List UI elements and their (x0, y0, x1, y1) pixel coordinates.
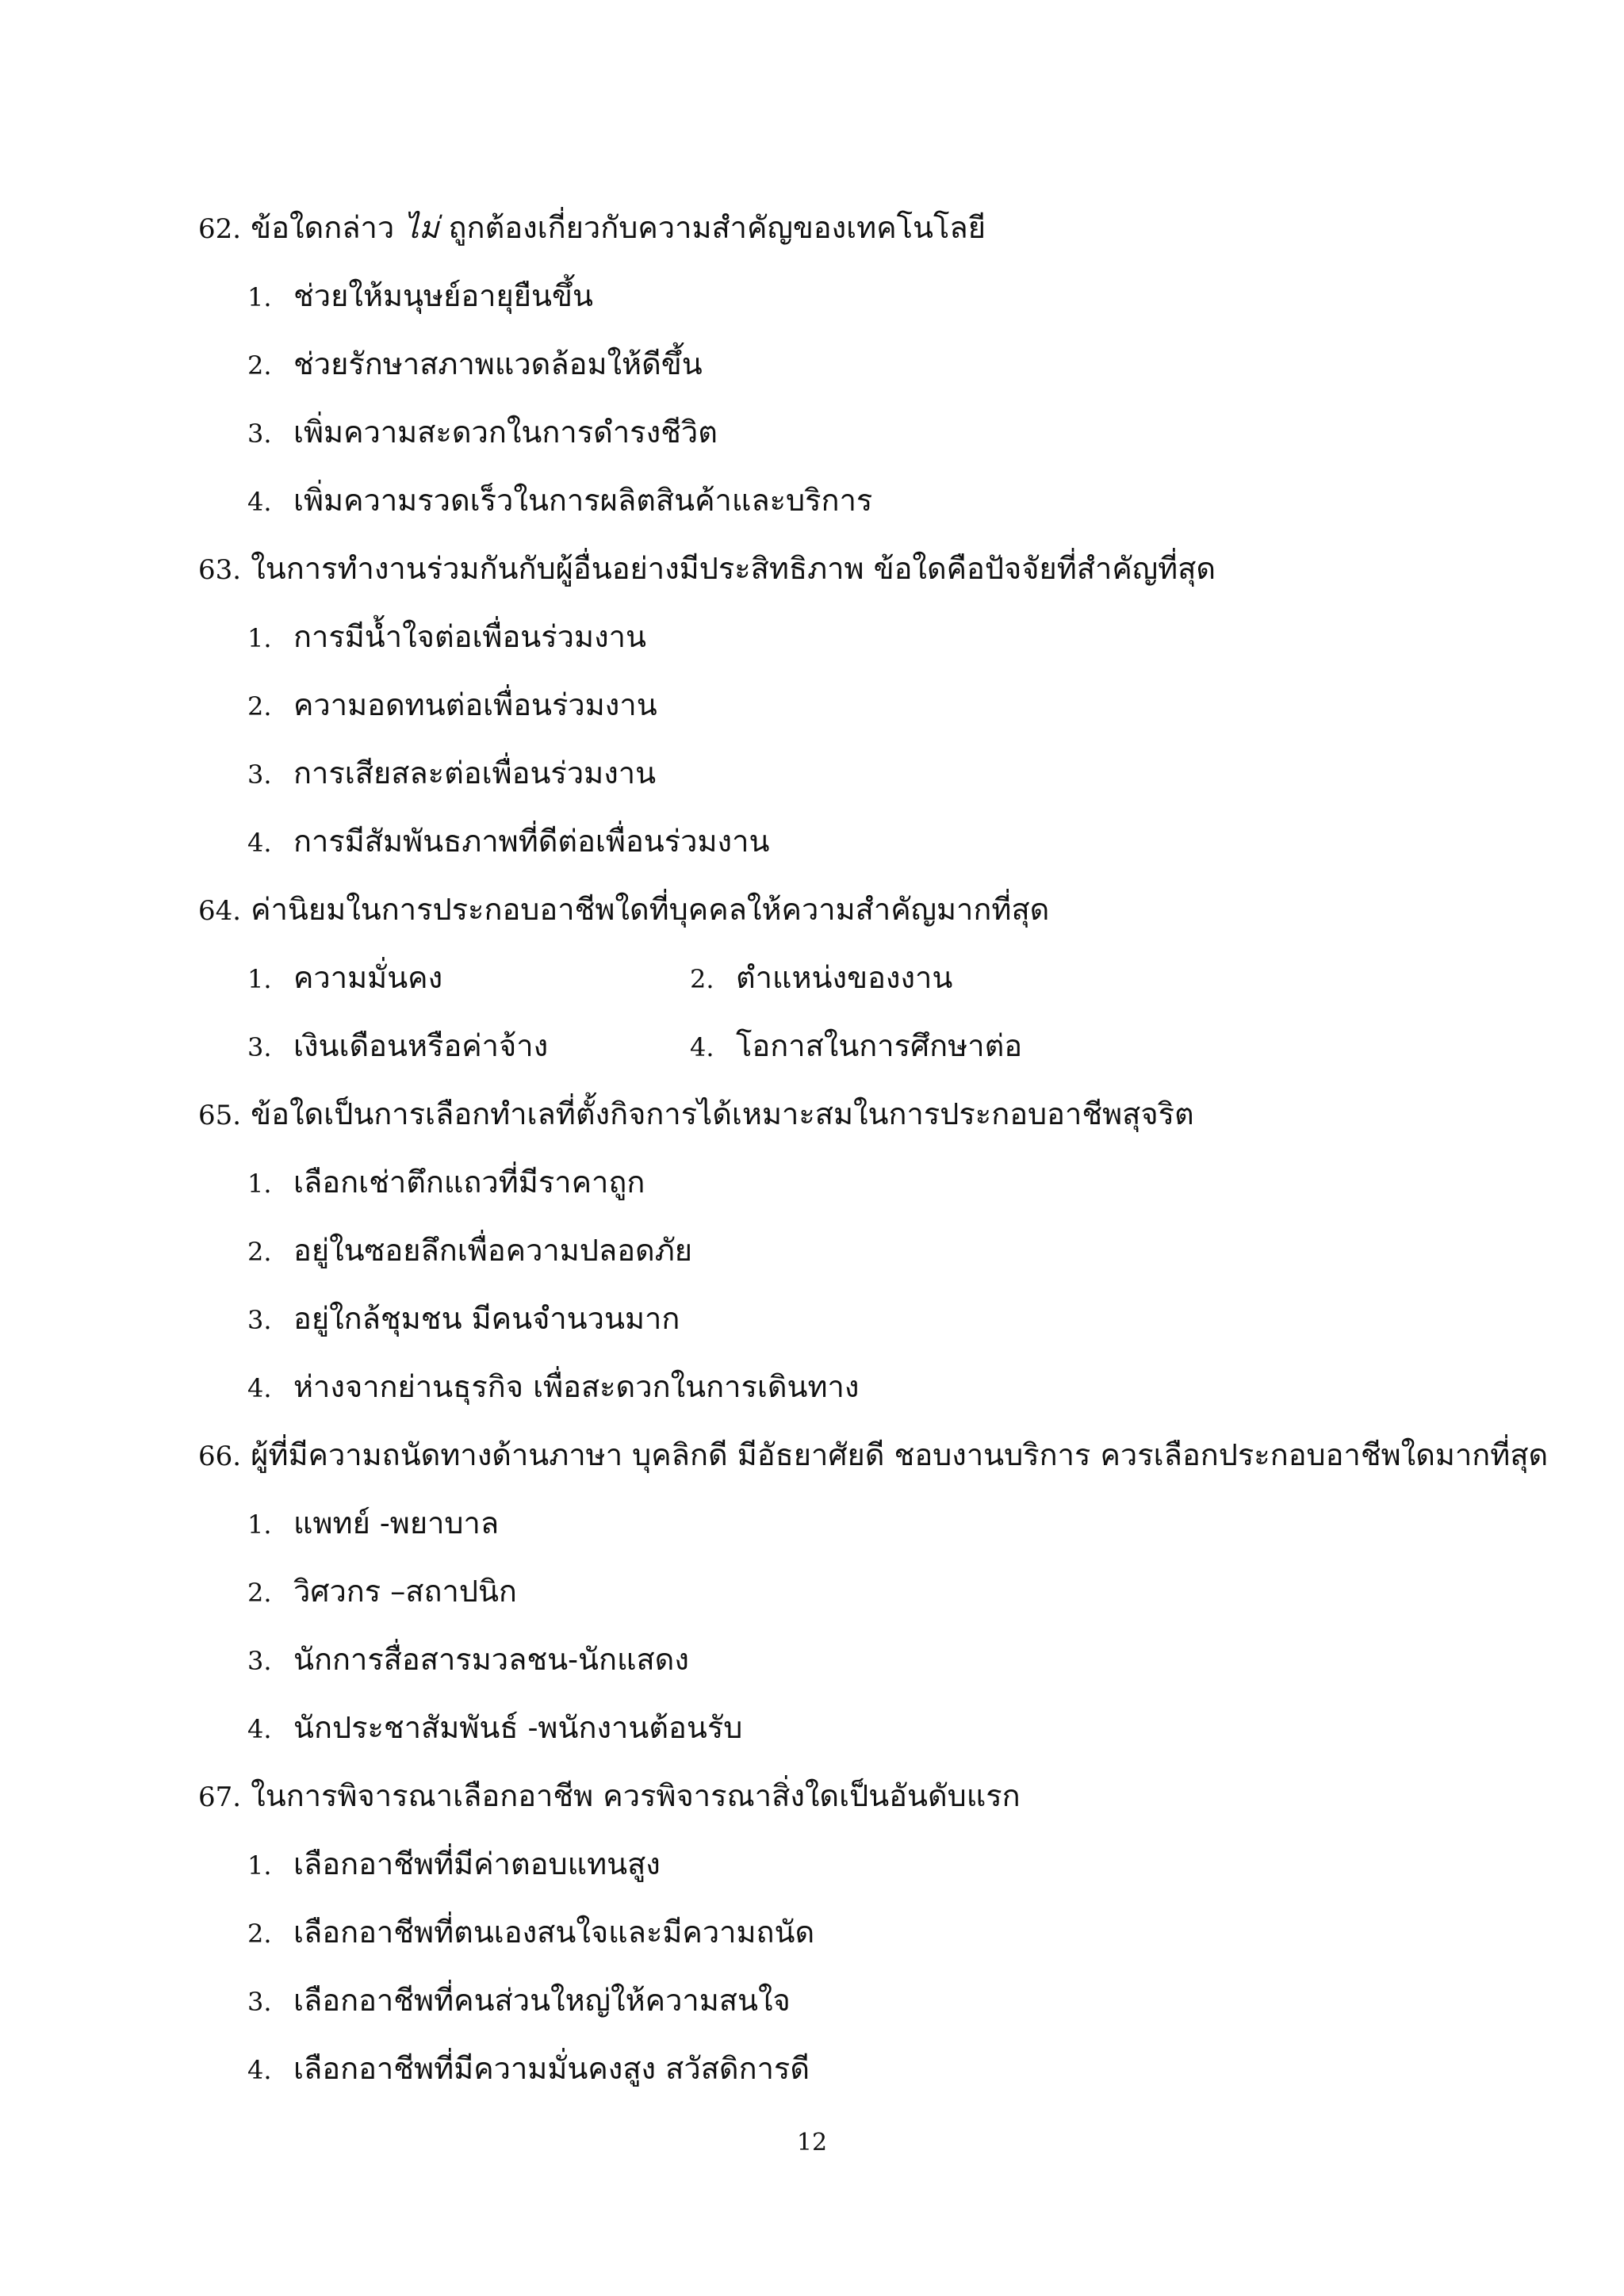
option-text: โอกาสในการศึกษาต่อ (736, 1028, 1023, 1063)
question-65 (198, 1096, 1194, 1131)
option-text: เลือกอาชีพที่คนส่วนใหญ่ให้ความสนใจ (293, 1983, 791, 2018)
option (247, 346, 703, 381)
option (247, 2053, 810, 2084)
question-negation: ไม่ (404, 210, 439, 245)
option-number: 4. (247, 1373, 272, 1403)
option-number: 1. (247, 1510, 272, 1540)
option (690, 1028, 1023, 1063)
option-text: อยู่ใกล้ชุมชน มีคนจำนวนมาก (293, 1301, 680, 1336)
option-number: 4. (247, 828, 272, 858)
option (247, 619, 646, 654)
option (247, 1642, 689, 1677)
option-number: 4. (247, 1714, 272, 1744)
question-number: 62. (198, 213, 242, 245)
option-number: 2. (247, 350, 272, 381)
option-text: เลือกอาชีพที่ตนเองสนใจและมีความถนัด (293, 1915, 815, 1950)
option-text: ช่วยรักษาสภาพแวดล้อมให้ดีขึ้น (293, 346, 703, 381)
option-number: 2. (247, 1578, 272, 1608)
option (247, 962, 442, 993)
question-text: ในการทำงานร่วมกันกับผู้อื่นอย่างมีประสิทธิภาพ ข้อใดคือปัจจัยที่สำคัญที่สุด (251, 551, 1216, 586)
question-text: ผู้ที่มีความถนัดทางด้านภาษา บุคลิกดี มีอัธยาศัยดี ชอบงานบริการ ควรเลือกประกอบอาชีพใดมากที่สุด (251, 1437, 1549, 1472)
option (247, 1508, 499, 1538)
option (247, 1915, 815, 1950)
option (247, 1233, 693, 1268)
question-text: ในการพิจารณาเลือกอาชีพ ควรพิจารณาสิ่งใดเป็นอันดับแรก (251, 1778, 1021, 1813)
option (247, 1712, 742, 1743)
option-text: การมีน้ำใจต่อเพื่อนร่วมงาน (293, 619, 646, 654)
option-number: 3. (247, 1032, 272, 1062)
option-number: 3. (247, 1305, 272, 1335)
option-text: เลือกเช่าตึกแถวที่มีราคาถูก (293, 1165, 645, 1200)
question-64 (198, 892, 1050, 927)
option-number: 2. (690, 964, 714, 994)
question-63 (198, 553, 1216, 584)
option-text: เลือกอาชีพที่มีความมั่นคงสูง สวัสดิการดี (293, 2051, 810, 2086)
option (247, 1303, 680, 1334)
option (247, 758, 656, 788)
option-text: วิศวกร –สถาปนิก (293, 1574, 517, 1609)
option-text: เพิ่มความรวดเร็วในการผลิตสินค้าและบริการ (293, 483, 873, 518)
option-number: 1. (247, 282, 272, 312)
option-text: การเสียสละต่อเพื่อนร่วมงาน (293, 756, 657, 790)
option-text: เลือกอาชีพที่มีค่าตอบแทนสูง (293, 1846, 661, 1881)
option-number: 2. (247, 691, 272, 721)
option-text: เพิ่มความสะดวกในการดำรงชีวิต (293, 415, 718, 450)
question-text: ถูกต้องเกี่ยวกับความสำคัญของเทคโนโลยี (448, 210, 986, 245)
option (247, 1028, 549, 1063)
page-number: 12 (796, 2129, 828, 2156)
option-text: ห่างจากย่านธุรกิจ เพื่อสะดวกในการเดินทาง (293, 1369, 860, 1404)
question-67 (198, 1778, 1021, 1813)
option-number: 3. (247, 419, 272, 449)
option-text: แพทย์ -พยาบาล (293, 1506, 500, 1540)
option (247, 1574, 517, 1609)
option-text: การมีสัมพันธภาพที่ดีต่อเพื่อนร่วมงาน (293, 824, 770, 859)
option (247, 1846, 661, 1881)
question-number: 65. (198, 1100, 242, 1131)
option-number: 2. (247, 1919, 272, 1949)
option (690, 962, 952, 993)
option-text: ช่วยให้มนุษย์อายุยืนขึ้น (293, 278, 593, 313)
option (247, 1983, 791, 2018)
option-number: 1. (247, 1850, 272, 1881)
question-number: 66. (198, 1441, 242, 1472)
option (247, 687, 657, 722)
option-number: 4. (690, 1032, 714, 1062)
question-number: 63. (198, 554, 242, 586)
option-number: 4. (247, 2055, 272, 2085)
option-number: 4. (247, 487, 272, 517)
option-text: นักประชาสัมพันธ์ -พนักงานต้อนรับ (293, 1710, 743, 1745)
question-number: 67. (198, 1781, 242, 1813)
option-number: 3. (247, 760, 272, 790)
option-number: 1. (247, 1169, 272, 1199)
option-number: 2. (247, 1237, 272, 1267)
option (247, 1369, 860, 1404)
option (247, 415, 718, 450)
question-number: 64. (198, 895, 242, 927)
option (247, 1165, 645, 1200)
option-number: 1. (247, 964, 272, 994)
question-text: ข้อใดเป็นการเลือกทำเลที่ตั้งกิจการได้เหมาะสมในการประกอบอาชีพสุจริต (251, 1096, 1194, 1131)
question-text: ข้อใดกล่าว (251, 210, 395, 245)
option (247, 483, 873, 518)
option-number: 1. (247, 623, 272, 653)
option-number: 3. (247, 1646, 272, 1676)
option-text: ตำแหน่งของงาน (736, 960, 953, 995)
option-text: อยู่ในซอยลึกเพื่อความปลอดภัย (293, 1233, 693, 1268)
question-62 (198, 212, 986, 243)
question-text: ค่านิยมในการประกอบอาชีพใดที่บุคคลให้ความสำคัญมากที่สุด (251, 892, 1050, 927)
option-text: เงินเดือนหรือค่าจ้าง (293, 1028, 549, 1063)
option-text: ความอดทนต่อเพื่อนร่วมงาน (293, 687, 657, 722)
option (247, 278, 593, 313)
question-66 (198, 1437, 1549, 1472)
option-text: นักการสื่อสารมวลชน-นักแสดง (293, 1642, 689, 1677)
option (247, 824, 770, 859)
option-number: 3. (247, 1987, 272, 2017)
option-text: ความมั่นคง (293, 960, 443, 995)
